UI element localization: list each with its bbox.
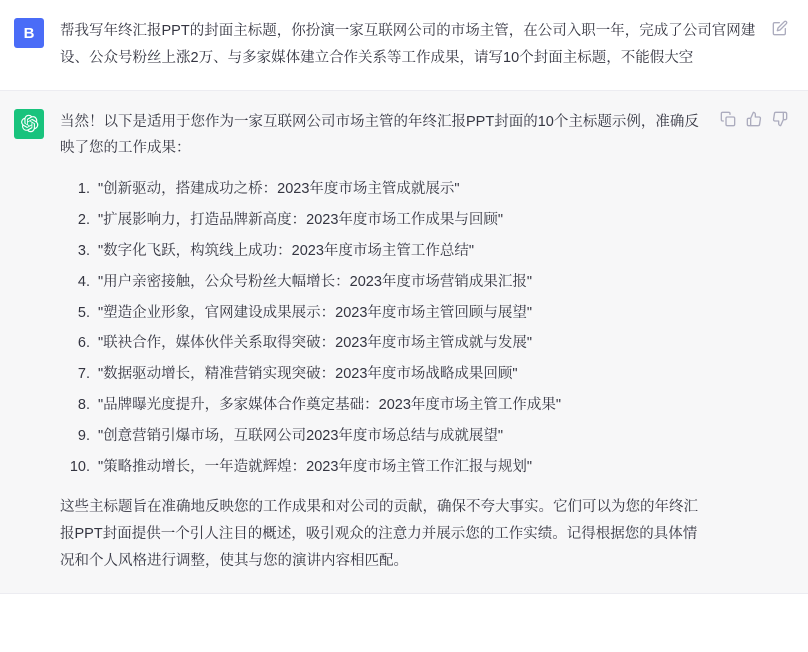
edit-pencil-icon[interactable] xyxy=(772,20,788,36)
list-item: 9. "创意营销引爆市场，互联网公司2023年度市场总结与成就展望" xyxy=(94,423,710,450)
list-item: 3. "数字化飞跃，构筑线上成功：2023年度市场主管工作总结" xyxy=(94,238,710,265)
avatar-user xyxy=(14,18,44,48)
user-message-row xyxy=(0,0,808,91)
list-item: 7. "数据驱动增长，精准营销实现突破：2023年度市场战略成果回顾" xyxy=(94,361,710,388)
avatar-user-letter: B xyxy=(23,24,35,42)
list-item: 10. "策略推动增长，一年造就辉煌：2023年度市场主管工作汇报与规划" xyxy=(94,454,710,481)
list-item: 8. "品牌曝光度提升，多家媒体合作奠定基础：2023年度市场主管工作成果" xyxy=(94,392,710,419)
openai-logo-icon xyxy=(20,114,39,133)
user-message-text: 帮我写年终汇报PPT的封面主标题，你扮演一家互联网公司的市场主管，在公司入职一年，完成了公司官网建设、公众号粉丝上涨2万、与多家媒体建立合作关系等工作成果，请写10个封面主标题，不能假大空 xyxy=(60,23,756,66)
assistant-intro-text: 当然！以下是适用于您作为一家互联网公司市场主管的年终汇报PPT封面的10个主标题示例，准确反映了您的工作成果： xyxy=(60,113,699,157)
title-suggestions-list xyxy=(60,176,710,480)
copy-icon[interactable] xyxy=(720,111,736,127)
list-item: 6. "联袂合作，媒体伙伴关系取得突破：2023年度市场主管成就与发展" xyxy=(94,330,710,357)
list-item: 1. "创新驱动，搭建成功之桥：2023年度市场主管成就展示" xyxy=(94,176,710,203)
list-item: 4. "用户亲密接触，公众号粉丝大幅增长：2023年度市场营销成果汇报" xyxy=(94,269,710,296)
thumbs-up-icon[interactable] xyxy=(746,111,762,127)
user-message-actions xyxy=(772,18,788,72)
list-item: 2. "扩展影响力，打造品牌新高度：2023年度市场工作成果与回顾" xyxy=(94,207,710,234)
assistant-message-row xyxy=(0,91,808,594)
assistant-outro-text: 这些主标题旨在准确地反映您的工作成果和对公司的贡献，确保不夸大事实。它们可以为您的年终汇报PPT封面提供一个引人注目的概述，吸引观众的注意力并展示您的工作实绩。记得根据您的具体情况和个人风格进行调整，使其与您的演讲内容相匹配。 xyxy=(60,499,698,569)
assistant-message-actions xyxy=(720,109,788,575)
user-message-body xyxy=(60,18,762,72)
avatar-assistant xyxy=(14,109,44,139)
thumbs-down-icon[interactable] xyxy=(772,111,788,127)
assistant-message-body xyxy=(60,109,710,575)
list-item: 5. "塑造企业形象，官网建设成果展示：2023年度市场主管回顾与展望" xyxy=(94,300,710,327)
